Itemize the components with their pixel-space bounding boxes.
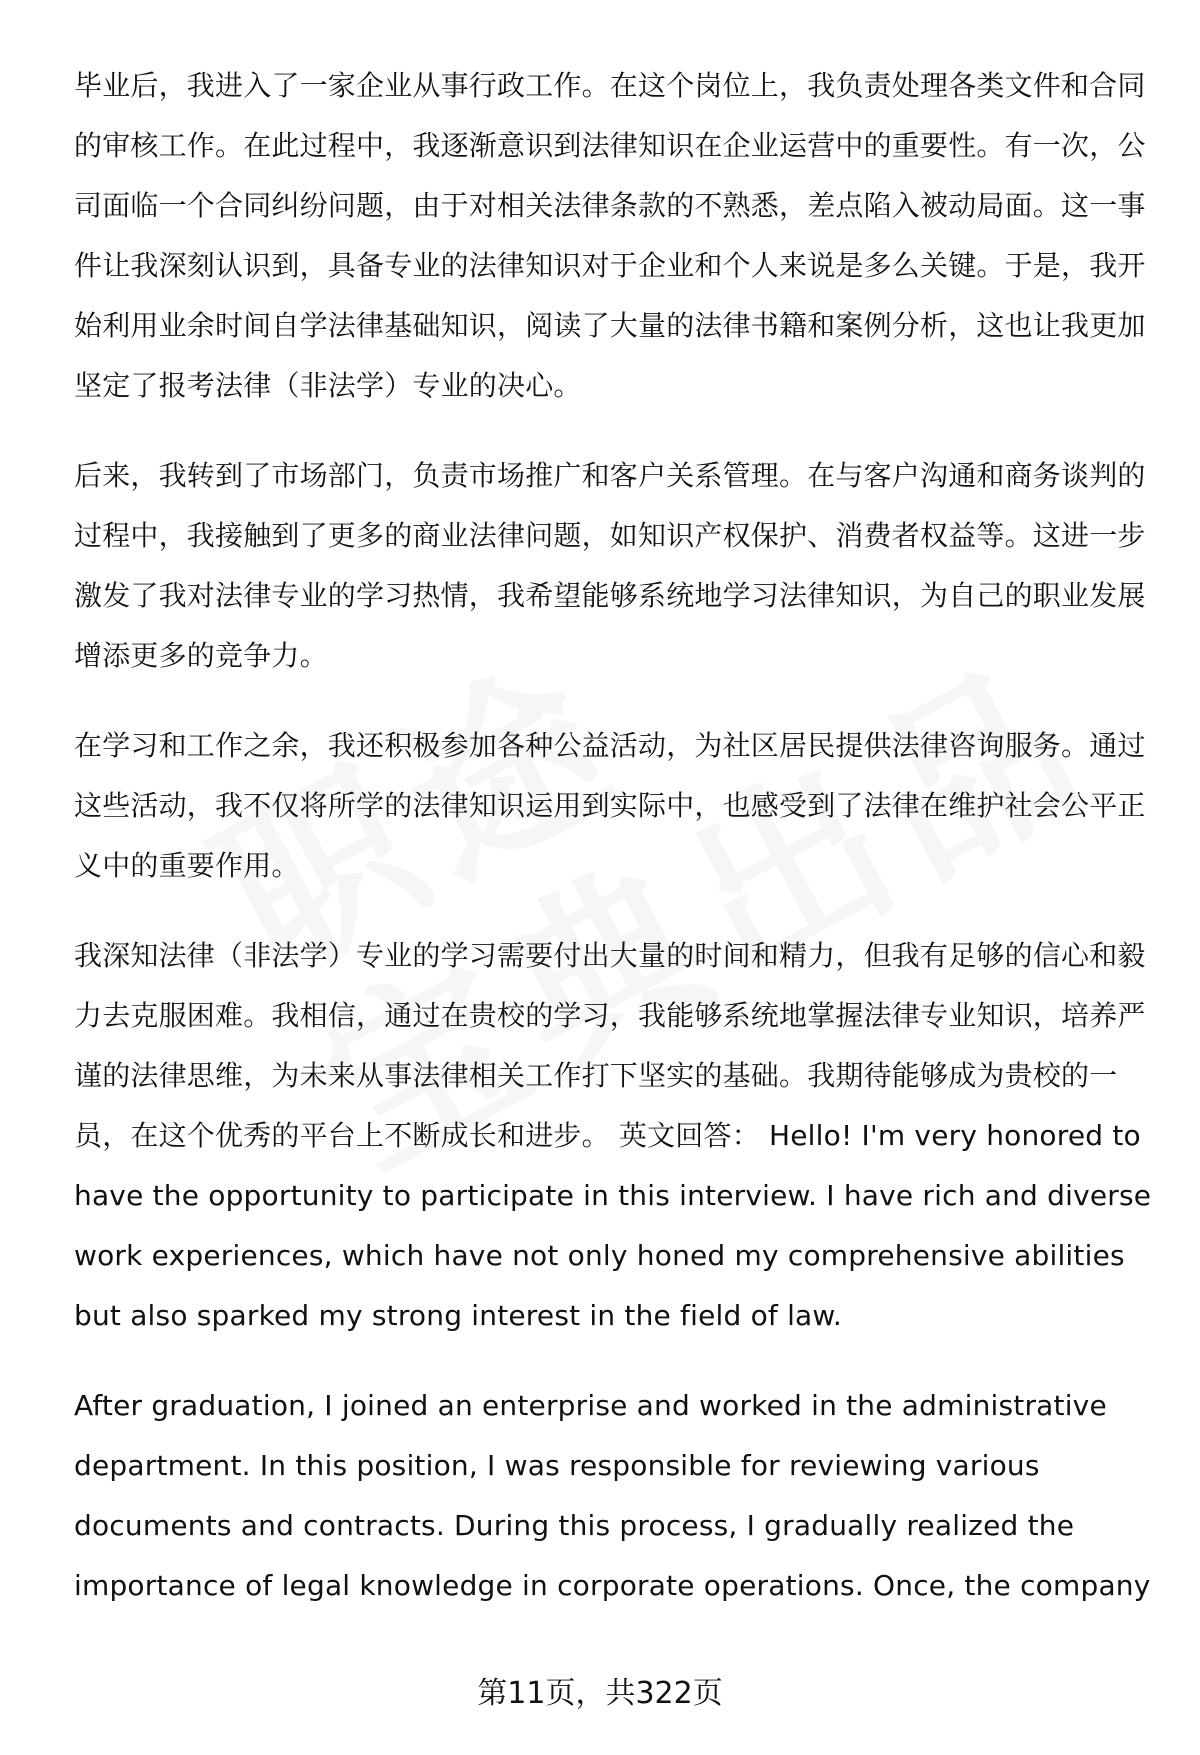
document-body [74, 56, 1154, 1646]
paragraph-4: 我深知法律（非法学）专业的学习需要付出大量的时间和精力，但我有足够的信心和毅力去克服困难。我相信，通过在贵校的学习，我能够系统地掌握法律专业知识，培养严谨的法律思维，为未来从事法律相关工作打下坚实的基础。我期待能够成为贵校的一员，在这个优秀的平台上不断成长和进步。 英文回答： Hello! I'm very honored to have the opportunity to participate in this interview. I have rich and diverse work experiences, which have not only honed my comprehensive abilities but also sparked my strong interest in the field of law. [74, 939, 1152, 1332]
paragraph-2: 后来，我转到了市场部门，负责市场推广和客户关系管理。在与客户沟通和商务谈判的过程中，我接触到了更多的商业法律问题，如知识产权保护、消费者权益等。这进一步激发了我对法律专业的学习热情，我希望能够系统地学习法律知识，为自己的职业发展增添更多的竞争力。 [74, 459, 1146, 672]
page-number: 第11页，共322页 [477, 1676, 723, 1711]
paragraph-1: 毕业后，我进入了一家企业从事行政工作。在这个岗位上，我负责处理各类文件和合同的审核工作。在此过程中，我逐渐意识到法律知识在企业运营中的重要性。有一次，公司面临一个合同纠纷问题，由于对相关法律条款的不熟悉，差点陷入被动局面。这一事件让我深刻认识到，具备专业的法律知识对于企业和个人来说是多么关键。于是，我开始利用业余时间自学法律基础知识，阅读了大量的法律书籍和案例分析，这也让我更加坚定了报考法律（非法学）专业的决心。 [74, 69, 1146, 402]
paragraph-5: After graduation, I joined an enterprise and worked in the administrative department. In this position, I was responsible for reviewing various documents and contracts. During this process, I gradually realized the importance of legal knowledge in corporate operations. Once, the company [74, 1389, 1151, 1602]
paragraph-3: 在学习和工作之余，我还积极参加各种公益活动，为社区居民提供法律咨询服务。通过这些活动，我不仅将所学的法律知识运用到实际中，也感受到了法律在维护社会公平正义中的重要作用。 [74, 729, 1146, 882]
